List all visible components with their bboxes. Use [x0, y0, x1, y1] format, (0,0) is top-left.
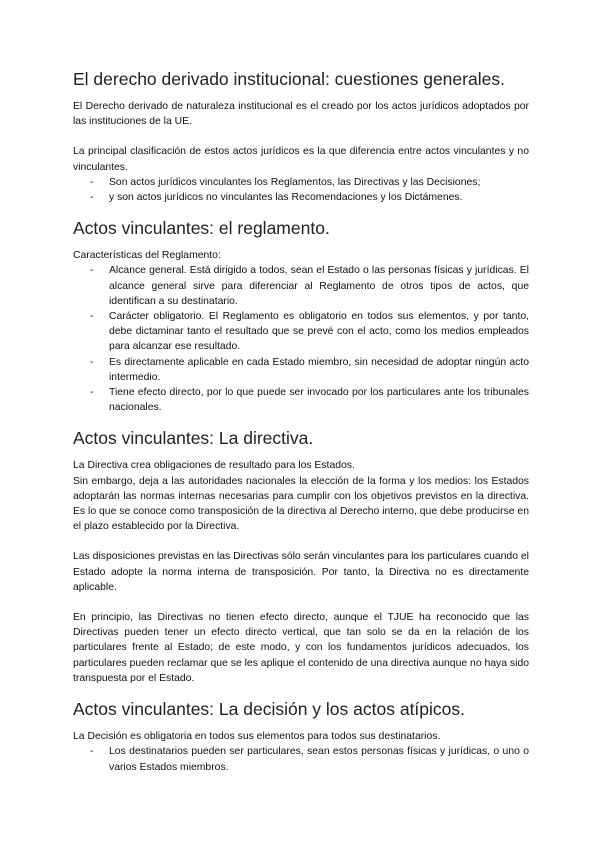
bullet-list	[73, 744, 529, 774]
paragraph: Características del Reglamento:	[73, 250, 221, 262]
section-title-decision: Actos vinculantes: La decisión y los actos atípicos.	[73, 699, 466, 720]
section-title-directiva: Actos vinculantes: La directiva.	[73, 428, 314, 449]
paragraph: La Decisión es obligatoria en todos sus elementos para todos sus destinatarios.	[73, 731, 441, 743]
bullet-list	[73, 263, 529, 415]
list-item: - Carácter obligatorio. El Reglamento es obligatorio en todos sus elementos, y por tanto, debe dictaminar tanto el resultado que se prevé con el acto, como los medios empleados para alcanzar ese resultado.	[90, 311, 529, 353]
list-item: - y son actos jurídicos no vinculantes las Recomendaciones y los Dictámenes.	[90, 192, 463, 204]
document-page	[73, 68, 529, 775]
list-item: - Tiene efecto directo, por lo que puede ser invocado por los particulares ante los tribunales nacionales.	[90, 387, 529, 414]
section-title-general: El derecho derivado institucional: cuestiones generales.	[73, 69, 505, 89]
paragraph: La principal clasificación de estos actos jurídicos es la que diferencia entre actos vinculantes y no vinculantes.	[73, 146, 529, 173]
paragraph: En principio, las Directivas no tienen efecto directo, aunque el TJUE ha reconocido que las Directivas pueden tener un efecto directo vertical, que tan solo se da en la relación de los particulares frente al Estado; de este modo, y con los fundamentos jurídicos adecuados, los particulares pueden reclamar que se les aplique el contenido de una directiva aunque no haya sido transpuesta por el Estado.	[73, 612, 529, 684]
list-item: - Es directamente aplicable en cada Estado miembro, sin necesidad de adoptar ningún acto intermedio.	[90, 356, 529, 383]
paragraph: El Derecho derivado de naturaleza institucional es el creado por los actos jurídicos adoptados por las instituciones de la UE.	[73, 101, 529, 128]
paragraph: La Directiva crea obligaciones de resultado para los Estados.	[73, 460, 355, 472]
paragraph: Sin embargo, deja a las autoridades nacionales la elección de la forma y los medios: los Estados adoptarán las normas internas necesarias para cumplir con los objetivos previstos en la directiva. Es lo que se conoce como transposición de la directiva al Derecho interno, que debe producirse en el plazo establecido por la Directiva.	[73, 475, 529, 533]
list-item: - Son actos jurídicos vinculantes los Reglamentos, las Directivas y las Decisiones;	[90, 176, 481, 188]
bullet-list	[73, 175, 529, 205]
section-title-reglamento: Actos vinculantes: el reglamento.	[73, 218, 330, 239]
list-item: - Los destinatarios pueden ser particulares, sean estos personas físicas y jurídicas, o uno o varios Estados miembros.	[90, 746, 529, 773]
paragraph: Las disposiciones previstas en las Directivas sólo serán vinculantes para los particulares cuando el Estado adopte la norma interna de transposición. Por tanto, la Directiva no es directamente aplicable.	[73, 551, 529, 593]
list-item: - Alcance general. Está dirigido a todos, sean el Estado o las personas físicas y jurídicas. El alcance general sirve para diferenciar al Reglamento de otros tipos de actos, que identifican a su destinatario.	[90, 265, 529, 307]
